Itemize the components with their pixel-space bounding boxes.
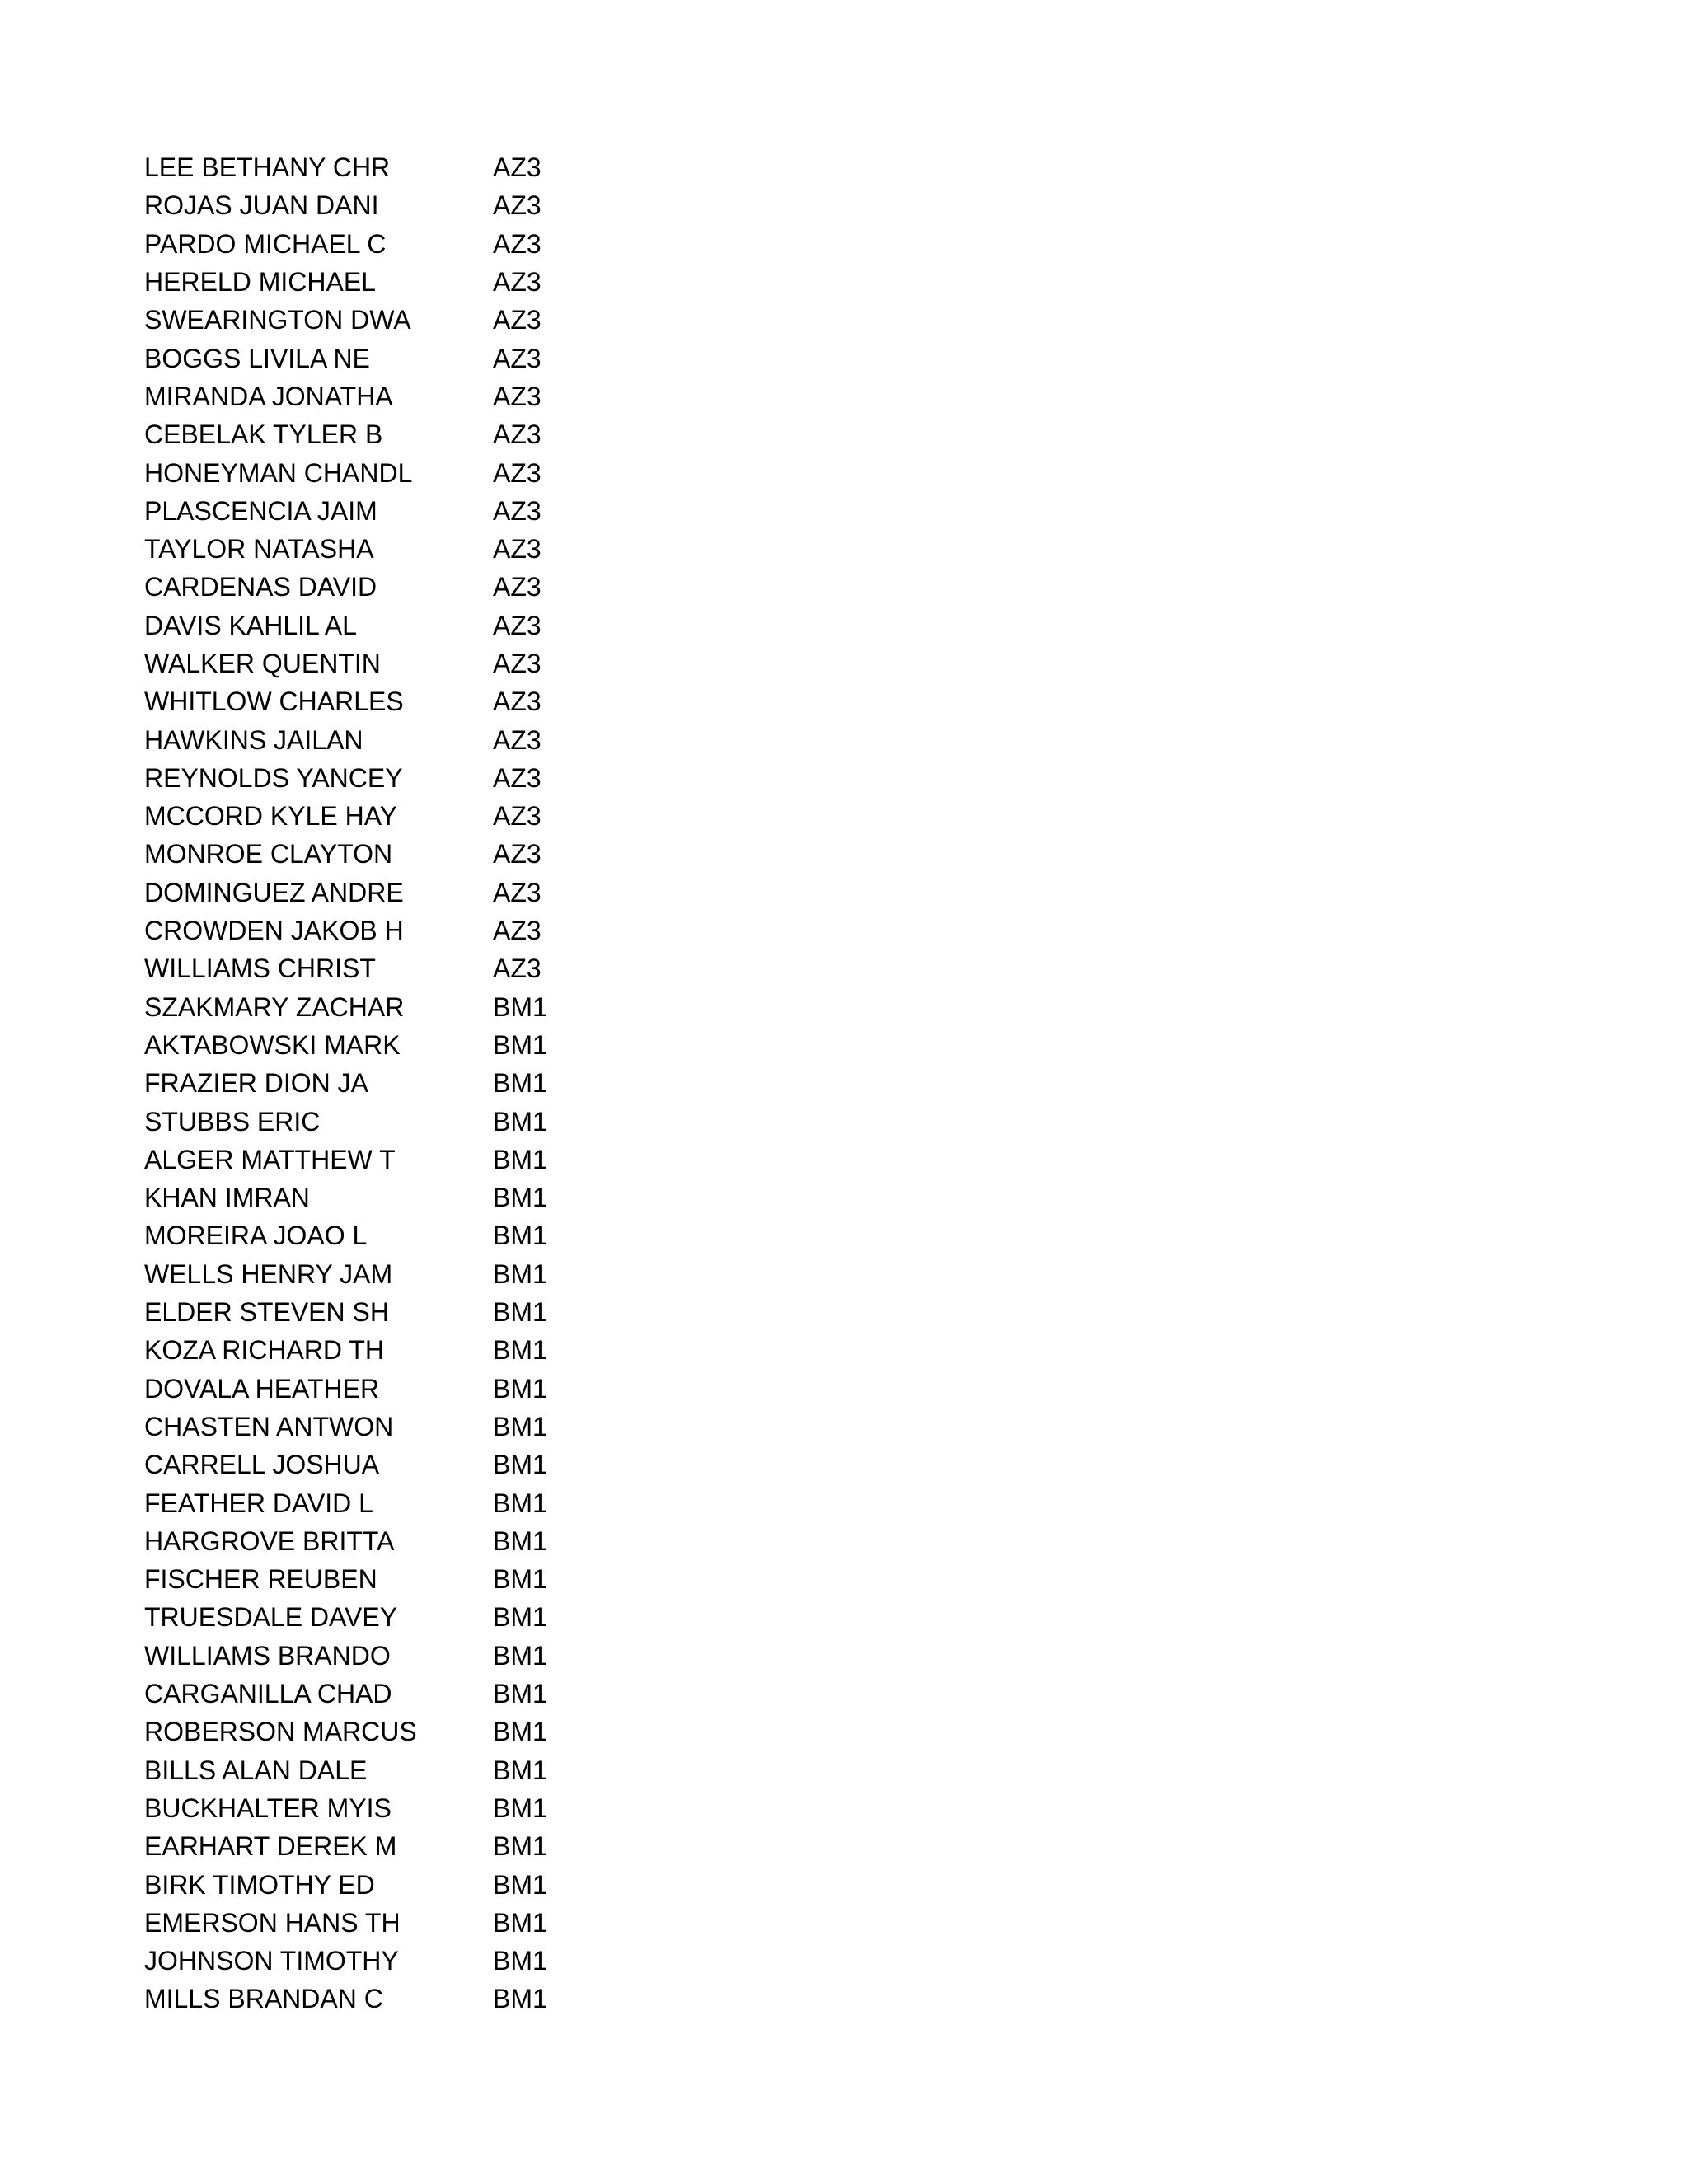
list-item [144,759,639,797]
rate-code: BM1 [493,1946,547,1976]
list-item [144,1216,639,1254]
person-name: TRUESDALE DAVEY [144,1602,398,1633]
rate-code: BM1 [493,1831,547,1862]
rate-code: BM1 [493,1907,547,1938]
list-item [144,1560,639,1598]
rate-code: BM1 [493,1106,547,1137]
person-name: TAYLOR NATASHA [144,534,374,565]
rate-code: BM1 [493,1488,547,1518]
list-item [144,949,639,987]
rate-code: BM1 [493,1869,547,1900]
roster-list [144,148,639,2018]
person-name: PARDO MICHAEL C [144,228,387,259]
person-name: DOMINGUEZ ANDRE [144,877,404,907]
rate-code: AZ3 [493,152,542,183]
person-name: CHASTEN ANTWON [144,1411,394,1441]
list-item [144,1827,639,1865]
rate-code: BM1 [493,1258,547,1289]
person-name: CARGANILLA CHAD [144,1679,392,1709]
list-item [144,339,639,377]
list-item [144,492,639,530]
person-name: FISCHER REUBEN [144,1564,377,1595]
rate-code: AZ3 [493,190,542,221]
rate-code: AZ3 [493,877,542,907]
rate-code: AZ3 [493,534,542,565]
rate-code: BM1 [493,1640,547,1671]
person-name: MONROE CLAYTON [144,839,393,869]
rate-code: AZ3 [493,572,542,602]
rate-code: BM1 [493,1450,547,1480]
person-name: ROJAS JUAN DANI [144,190,379,221]
person-name: WALKER QUENTIN [144,649,381,678]
person-name: HONEYMAN CHANDL [144,457,413,488]
list-item [144,1370,639,1408]
rate-code: AZ3 [493,839,542,869]
rate-code: AZ3 [493,649,542,678]
list-item [144,148,639,186]
rate-code: BM1 [493,1793,547,1823]
rate-code: BM1 [493,1755,547,1785]
rate-code: AZ3 [493,687,542,717]
rate-code: BM1 [493,1373,547,1404]
list-item [144,1141,639,1179]
rate-code: BM1 [493,1984,547,2014]
rate-code: AZ3 [493,954,542,984]
list-item [144,1598,639,1636]
person-name: LEE BETHANY CHR [144,152,391,183]
person-name: MCCORD KYLE HAY [144,801,398,832]
rate-code: BM1 [493,1717,547,1747]
list-item [144,1293,639,1331]
list-item [144,1865,639,1903]
list-item [144,912,639,949]
list-item [144,1789,639,1827]
list-item [144,1675,639,1713]
list-item [144,263,639,301]
person-name: CEBELAK TYLER B [144,419,383,450]
list-item [144,1942,639,1980]
person-name: CARDENAS DAVID [144,572,377,602]
rate-code: BM1 [493,1144,547,1174]
list-item [144,682,639,720]
person-name: EARHART DEREK M [144,1831,397,1862]
rate-code: BM1 [493,1526,547,1556]
rate-code: BM1 [493,1335,547,1366]
list-item [144,797,639,835]
person-name: BUCKHALTER MYIS [144,1793,392,1823]
person-name: ELDER STEVEN SH [144,1297,389,1328]
rate-code: BM1 [493,1564,547,1595]
person-name: KOZA RICHARD TH [144,1335,384,1366]
rate-code: AZ3 [493,419,542,450]
list-item [144,1980,639,2018]
list-item [144,720,639,758]
person-name: HARGROVE BRITTA [144,1526,395,1556]
rate-code: AZ3 [493,495,542,526]
rate-code: AZ3 [493,305,542,335]
list-item [144,568,639,606]
list-item [144,1904,639,1942]
person-name: ROBERSON MARCUS [144,1717,417,1747]
rate-code: BM1 [493,1029,547,1060]
person-name: BILLS ALAN DALE [144,1755,368,1785]
person-name: WILLIAMS CHRIST [144,954,376,984]
person-name: MILLS BRANDAN C [144,1984,383,2014]
person-name: FEATHER DAVID L [144,1488,373,1518]
list-item [144,1102,639,1140]
person-name: BOGGS LIVILA NE [144,343,370,373]
person-name: STUBBS ERIC [144,1106,321,1137]
rate-code: AZ3 [493,267,542,298]
list-item [144,225,639,263]
list-item [144,1179,639,1216]
list-item [144,1637,639,1675]
rate-code: AZ3 [493,381,542,411]
list-item [144,530,639,568]
rate-code: BM1 [493,1411,547,1441]
person-name: WELLS HENRY JAM [144,1258,393,1289]
list-item [144,835,639,873]
rate-code: BM1 [493,1183,547,1213]
list-item [144,1331,639,1369]
rate-code: AZ3 [493,457,542,488]
rate-code: AZ3 [493,343,542,373]
rate-code: BM1 [493,991,547,1022]
person-name: SWEARINGTON DWA [144,305,411,335]
rate-code: BM1 [493,1297,547,1328]
rate-code: AZ3 [493,801,542,832]
list-item [144,186,639,224]
rate-code: BM1 [493,1221,547,1251]
person-name: AKTABOWSKI MARK [144,1029,401,1060]
person-name: ALGER MATTHEW T [144,1144,396,1174]
person-name: CROWDEN JAKOB H [144,916,404,946]
person-name: MOREIRA JOAO L [144,1221,368,1251]
person-name: MIRANDA JONATHA [144,381,393,411]
list-item [144,1483,639,1521]
person-name: CARRELL JOSHUA [144,1450,380,1480]
list-item [144,1522,639,1560]
list-item [144,644,639,682]
rate-code: AZ3 [493,610,542,640]
rate-code: BM1 [493,1602,547,1633]
list-item [144,1750,639,1788]
person-name: HERELD MICHAEL [144,267,376,298]
list-item [144,1064,639,1102]
list-item [144,607,639,644]
person-name: JOHNSON TIMOTHY [144,1946,399,1976]
rate-code: BM1 [493,1679,547,1709]
rate-code: AZ3 [493,228,542,259]
list-item [144,1255,639,1293]
person-name: FRAZIER DION JA [144,1068,369,1099]
rate-code: AZ3 [493,762,542,793]
person-name: KHAN IMRAN [144,1183,310,1213]
person-name: HAWKINS JAILAN [144,724,363,755]
person-name: REYNOLDS YANCEY [144,762,403,793]
rate-code: AZ3 [493,916,542,946]
list-item [144,415,639,453]
list-item [144,1446,639,1483]
person-name: DOVALA HEATHER [144,1373,380,1404]
person-name: BIRK TIMOTHY ED [144,1869,375,1900]
person-name: WILLIAMS BRANDO [144,1640,391,1671]
list-item [144,377,639,415]
list-item [144,874,639,912]
rate-code: BM1 [493,1068,547,1099]
person-name: PLASCENCIA JAIM [144,495,377,526]
person-name: DAVIS KAHLIL AL [144,610,357,640]
person-name: WHITLOW CHARLES [144,687,404,717]
list-item [144,1408,639,1446]
person-name: EMERSON HANS TH [144,1907,401,1938]
list-item [144,301,639,339]
list-item [144,1026,639,1064]
list-item [144,1713,639,1750]
list-item [144,988,639,1026]
person-name: SZAKMARY ZACHAR [144,991,405,1022]
rate-code: AZ3 [493,724,542,755]
list-item [144,453,639,491]
